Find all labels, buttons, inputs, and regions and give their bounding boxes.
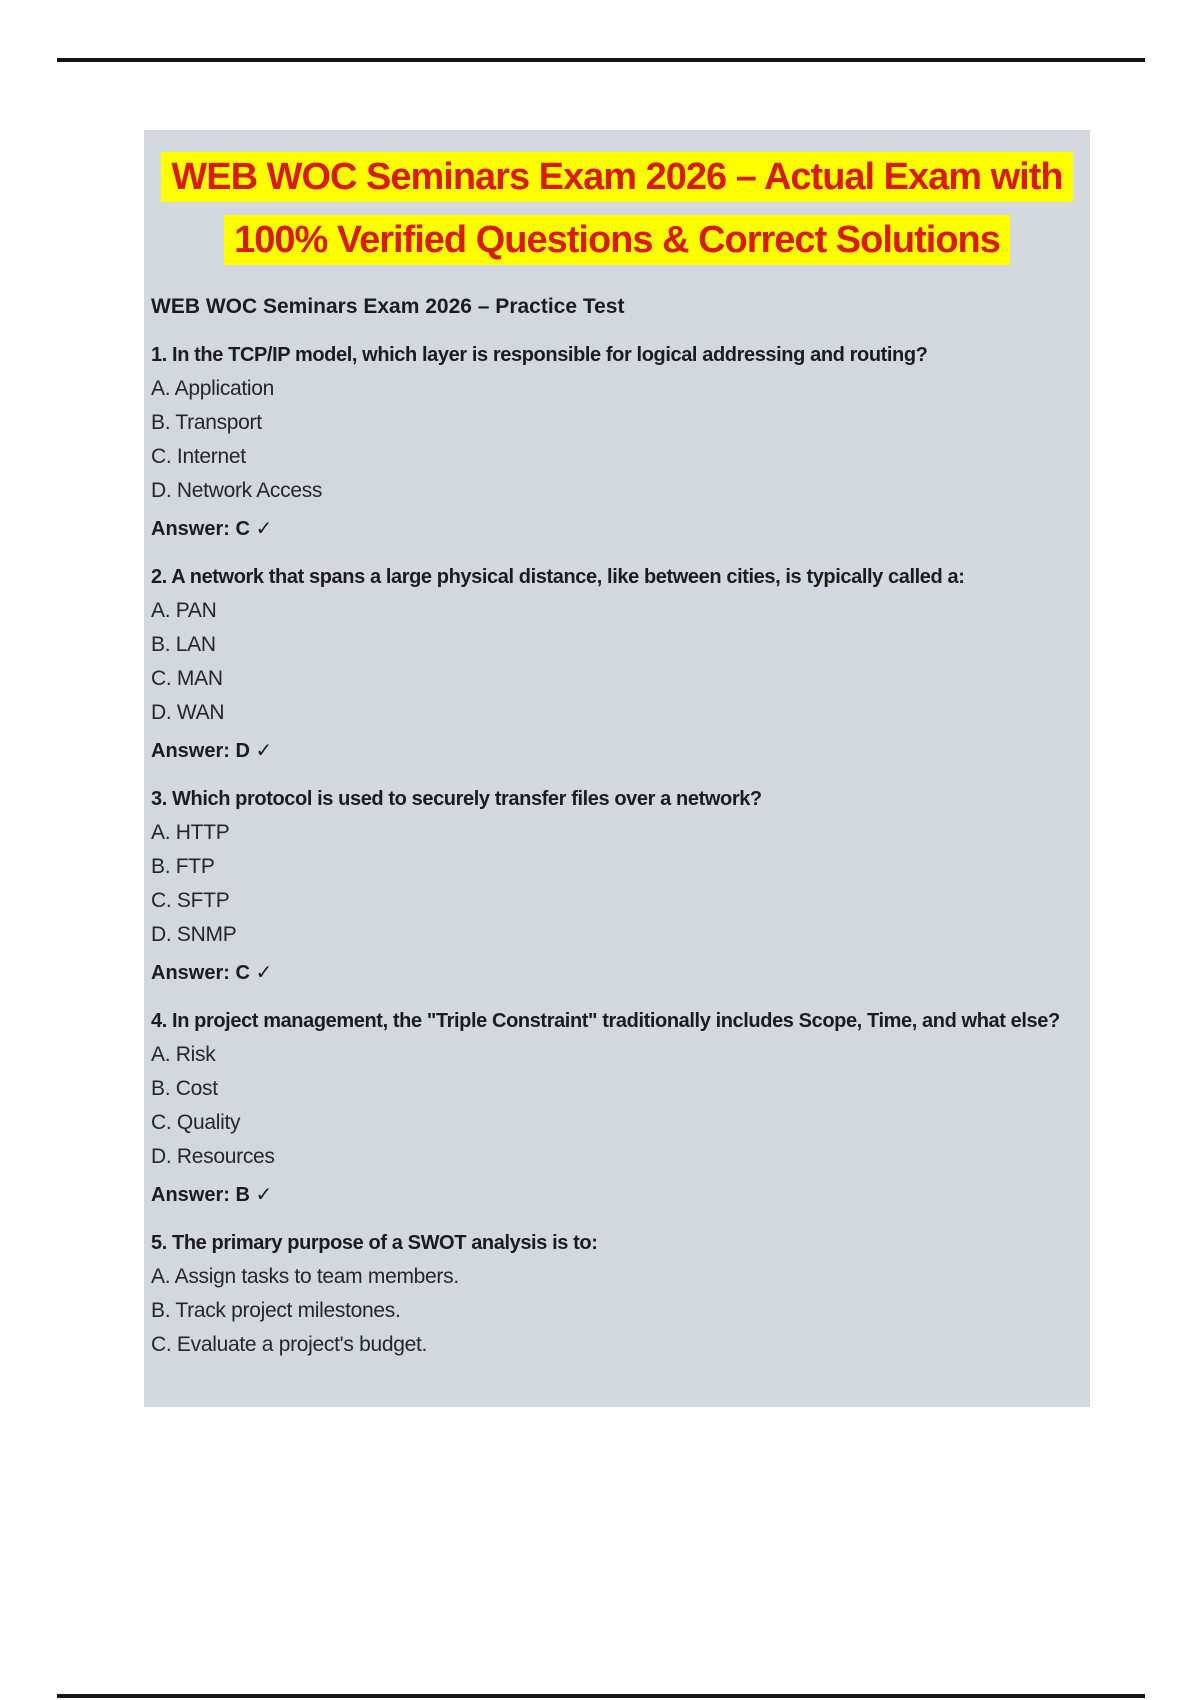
option-c: C. MAN — [151, 667, 223, 690]
practice-test-subtitle: WEB WOC Seminars Exam 2026 – Practice Test — [151, 295, 625, 318]
option-d: D. SNMP — [151, 923, 237, 946]
option-b: B. Cost — [151, 1077, 218, 1100]
question-block-3 — [151, 782, 1090, 990]
option-c: C. Evaluate a project's budget. — [151, 1333, 428, 1356]
option-b: B. FTP — [151, 855, 215, 878]
option-c: C. Quality — [151, 1111, 241, 1134]
question-text: 5. The primary purpose of a SWOT analysis is to: — [151, 1232, 598, 1254]
option-b: B. Track project milestones. — [151, 1299, 401, 1322]
page-top-rule — [57, 58, 1145, 62]
question-text: 4. In project management, the "Triple Constraint" traditionally includes Scope, Time, and what else? — [151, 1010, 1060, 1032]
question-block-4 — [151, 1004, 1090, 1212]
answer-line: Answer: C ✓ — [151, 518, 273, 540]
option-d: D. WAN — [151, 701, 225, 724]
title-highlight-2: 100% Verified Questions & Correct Solutions — [224, 215, 1010, 265]
page-bottom-rule — [57, 1694, 1145, 1698]
option-a: A. Risk — [151, 1043, 216, 1066]
question-text: 1. In the TCP/IP model, which layer is responsible for logical addressing and routing? — [151, 344, 928, 366]
option-a: A. HTTP — [151, 821, 230, 844]
option-d: D. Network Access — [151, 479, 323, 502]
question-block-5 — [151, 1226, 1090, 1362]
option-b: B. LAN — [151, 633, 216, 656]
option-c: C. SFTP — [151, 889, 230, 912]
exam-title-line-1 — [144, 146, 1090, 209]
question-list — [151, 338, 1090, 1370]
answer-line: Answer: C ✓ — [151, 962, 273, 984]
content-panel — [144, 130, 1090, 1407]
option-a: A. PAN — [151, 599, 217, 622]
title-highlight-1: WEB WOC Seminars Exam 2026 – Actual Exam with — [161, 152, 1072, 202]
answer-line: Answer: B ✓ — [151, 1184, 273, 1206]
option-a: A. Assign tasks to team members. — [151, 1265, 459, 1288]
question-block-1 — [151, 338, 1090, 546]
question-text: 3. Which protocol is used to securely transfer files over a network? — [151, 788, 762, 810]
answer-line: Answer: D ✓ — [151, 740, 273, 762]
option-c: C. Internet — [151, 445, 246, 468]
exam-title — [144, 146, 1090, 272]
option-b: B. Transport — [151, 411, 262, 434]
question-block-2 — [151, 560, 1090, 768]
question-text: 2. A network that spans a large physical distance, like between cities, is typically called a: — [151, 566, 965, 588]
exam-title-line-2 — [144, 209, 1090, 272]
option-d: D. Resources — [151, 1145, 275, 1168]
option-a: A. Application — [151, 377, 275, 400]
